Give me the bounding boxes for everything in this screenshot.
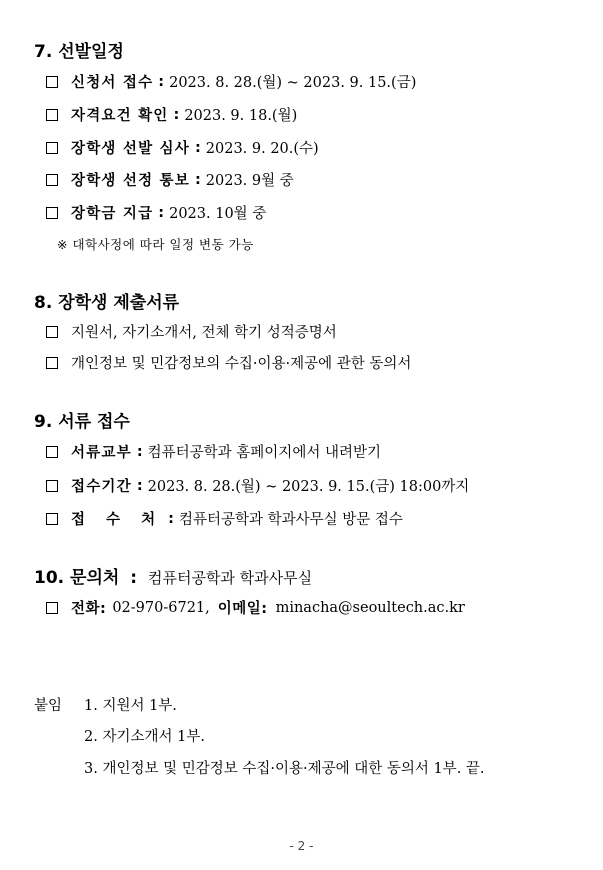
email-value: minacha@seoultech.ac.kr bbox=[275, 599, 465, 616]
attachment-item: 1. 지원서 1부. bbox=[84, 698, 177, 714]
section-10-title-text: 10. 문의처 bbox=[34, 568, 120, 588]
colon: : bbox=[173, 106, 180, 123]
submission-item-download bbox=[46, 441, 381, 462]
page-number: - 2 - bbox=[289, 839, 314, 853]
item-value: 2023. 8. 28.(월) ~ 2023. 9. 15.(금) bbox=[169, 75, 417, 91]
checkbox-square-icon bbox=[46, 109, 58, 121]
contact-office: 컴퓨터공학과 학과사무실 bbox=[147, 569, 313, 587]
colon: : bbox=[194, 171, 201, 188]
colon: : bbox=[130, 568, 138, 588]
section-7-title: 7. 선발일정 bbox=[34, 42, 124, 62]
checkbox-square-icon bbox=[46, 142, 58, 154]
item-label: 장학생 선정 통보 bbox=[71, 173, 190, 189]
submission-item-place bbox=[46, 508, 403, 529]
section-8-title: 8. 장학생 제출서류 bbox=[34, 293, 180, 313]
checkbox-square-icon bbox=[46, 174, 58, 186]
item-value: 2023. 9. 20.(수) bbox=[205, 141, 319, 157]
item-value: 2023. 9. 18.(월) bbox=[184, 108, 298, 124]
schedule-item-review bbox=[46, 137, 319, 158]
colon: : bbox=[158, 73, 165, 90]
item-text: 개인정보 및 민감정보의 수집·이용·제공에 관한 동의서 bbox=[71, 356, 412, 372]
item-value: 컴퓨터공학과 학과사무실 방문 접수 bbox=[178, 512, 403, 528]
item-label: 서류교부 bbox=[71, 445, 132, 461]
checkbox-square-icon bbox=[46, 76, 58, 88]
attachments-label: 붙임 bbox=[34, 698, 63, 714]
attachment-item: 3. 개인정보 및 민감정보 수집·이용·제공에 대한 동의서 1부. 끝. bbox=[84, 761, 485, 777]
checkbox-square-icon bbox=[46, 513, 58, 525]
checkbox-square-icon bbox=[46, 357, 58, 369]
document-item bbox=[46, 352, 411, 373]
item-value: 2023. 8. 28.(월) ~ 2023. 9. 15.(금) 18:00까지 bbox=[147, 479, 470, 495]
checkbox-square-icon bbox=[46, 326, 58, 338]
item-value: 2023. 9월 중 bbox=[205, 173, 294, 189]
item-value: 컴퓨터공학과 홈페이지에서 내려받기 bbox=[147, 445, 381, 461]
schedule-item-application bbox=[46, 71, 416, 92]
submission-item-period bbox=[46, 475, 469, 496]
item-label: 신청서 접수 bbox=[71, 75, 154, 91]
item-label: 접수기간 bbox=[71, 479, 132, 495]
checkbox-square-icon bbox=[46, 446, 58, 458]
item-label: 장학금 지급 bbox=[71, 206, 154, 222]
item-label: 장학생 선발 심사 bbox=[71, 141, 190, 157]
section-10-title bbox=[34, 563, 312, 588]
colon: : bbox=[136, 477, 143, 494]
checkbox-square-icon bbox=[46, 207, 58, 219]
checkbox-square-icon bbox=[46, 480, 58, 492]
colon: : bbox=[158, 204, 165, 221]
schedule-item-eligibility bbox=[46, 104, 297, 125]
colon: : bbox=[136, 443, 143, 460]
phone-value: 02-970-6721, bbox=[112, 599, 210, 616]
schedule-note: ※ 대학사정에 따라 일정 변동 가능 bbox=[57, 237, 254, 252]
schedule-item-notification bbox=[46, 169, 294, 190]
schedule-item-payment bbox=[46, 202, 266, 223]
checkbox-square-icon bbox=[46, 602, 58, 614]
colon: : bbox=[168, 510, 174, 527]
contact-item bbox=[46, 597, 465, 618]
item-value: 2023. 10월 중 bbox=[169, 206, 267, 222]
section-9-title: 9. 서류 접수 bbox=[34, 412, 130, 432]
colon: : bbox=[194, 139, 201, 156]
phone-label: 전화: bbox=[71, 601, 107, 617]
item-label: 접 수 처 bbox=[71, 512, 164, 528]
document-item bbox=[46, 321, 337, 342]
item-label: 자격요건 확인 bbox=[71, 108, 169, 124]
email-label: 이메일: bbox=[217, 601, 268, 617]
attachment-item: 2. 자기소개서 1부. bbox=[84, 729, 205, 745]
item-text: 지원서, 자기소개서, 전체 학기 성적증명서 bbox=[71, 325, 337, 341]
